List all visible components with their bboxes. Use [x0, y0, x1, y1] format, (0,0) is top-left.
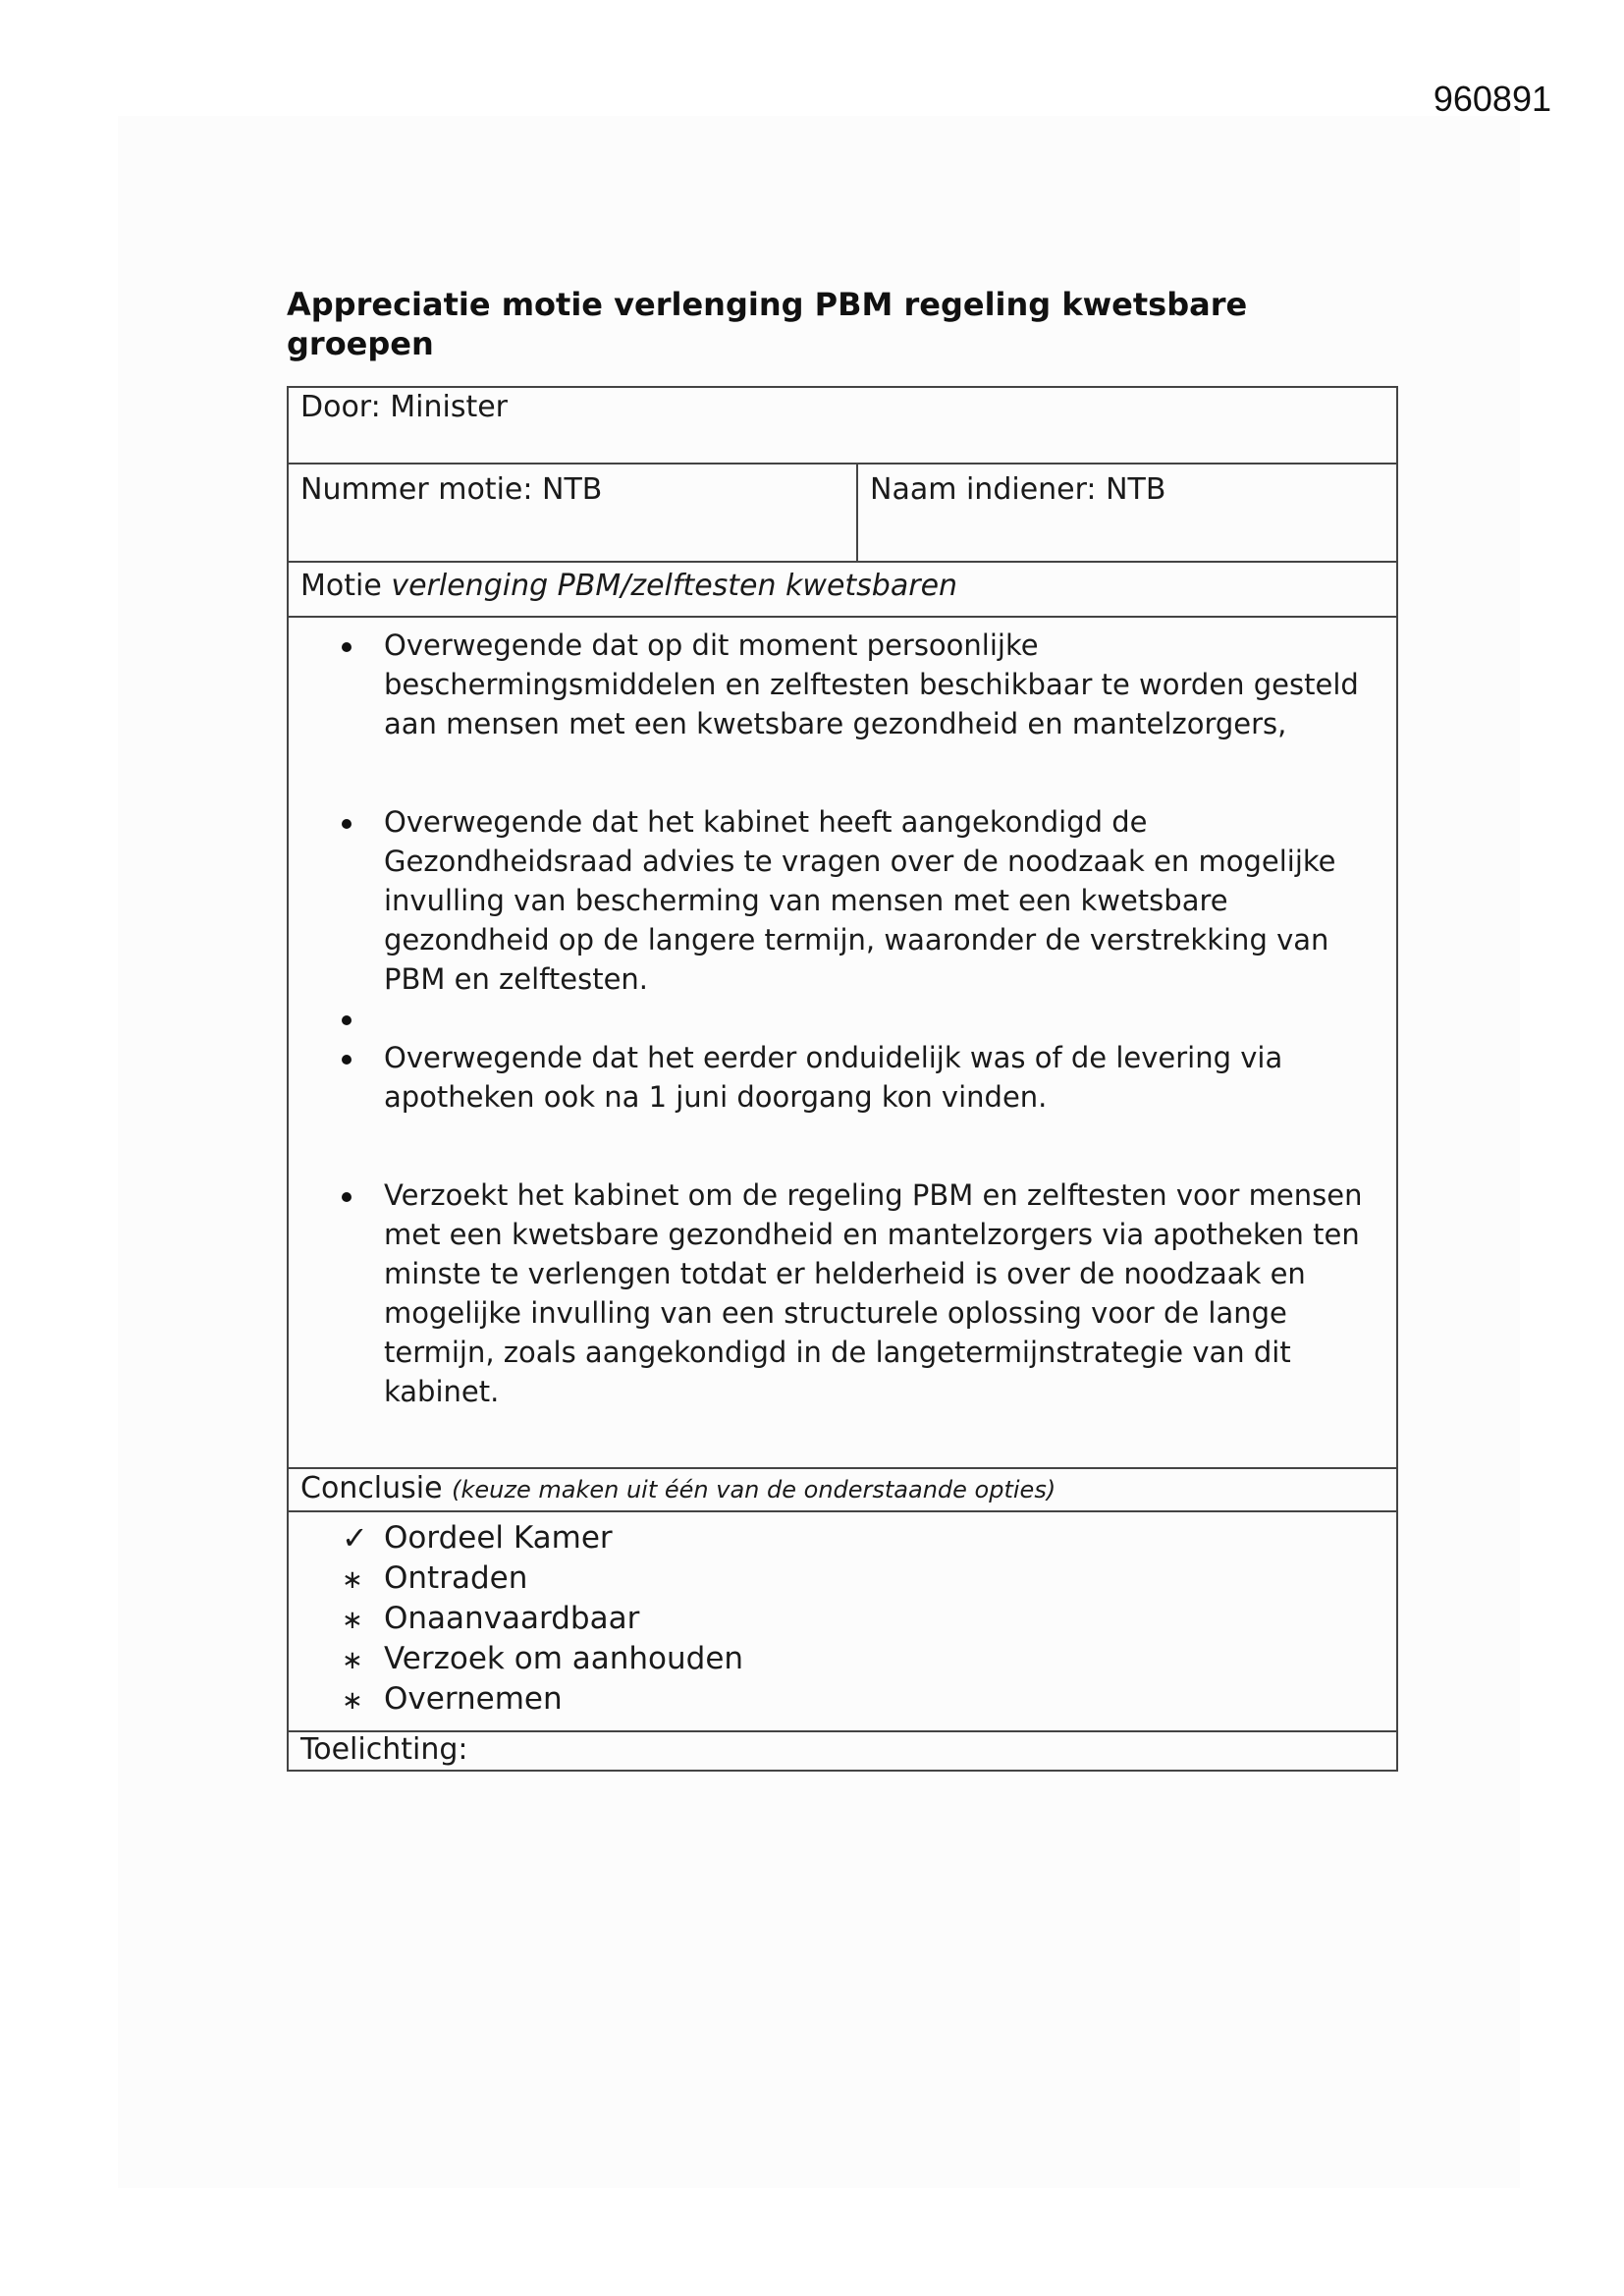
- bullet-icon: [342, 1192, 352, 1202]
- option-ontraden[interactable]: [289, 1558, 1396, 1599]
- conclusion-hint: (keuze maken uit één van de onderstaande opties): [452, 1476, 1056, 1503]
- asterisk-icon: ∗: [342, 1606, 363, 1635]
- list-item: [289, 1038, 1396, 1117]
- option-overnemen[interactable]: [289, 1679, 1396, 1720]
- document-title: Appreciatie motie verlenging PBM regeling kwetsbare groepen: [287, 286, 1248, 362]
- list-item-text: Overwegende dat het eerder onduidelijk was of de levering via apotheken ook na 1 juni doorgang kon vinden.: [384, 1041, 1283, 1114]
- option-label: Ontraden: [384, 1560, 528, 1596]
- option-oordeel-kamer[interactable]: [289, 1518, 1396, 1558]
- explanation-row: [289, 1732, 1396, 1770]
- motion-number-cell: [289, 465, 858, 561]
- list-item: [289, 802, 1396, 999]
- option-label: Oordeel Kamer: [384, 1520, 613, 1556]
- checkmark-icon: ✓: [342, 1519, 368, 1557]
- motion-title: [289, 563, 1396, 604]
- submitter-cell: [858, 465, 1396, 561]
- option-label: Overnemen: [384, 1681, 563, 1717]
- option-onaanvaardbaar[interactable]: [289, 1599, 1396, 1639]
- motion-title-prefix: Motie: [300, 569, 392, 603]
- list-item-empty: [289, 999, 1396, 1038]
- list-item-text: Overwegende dat het kabinet heeft aangekondigd de Gezondheidsraad advies te vragen over de noodzaak en mogelijke invulling van bescherming van mensen met een kwetsbare gezondheid op de langere termijn, waaronder de verstrekking van PBM en zelftesten.: [384, 805, 1336, 996]
- asterisk-icon: ∗: [342, 1646, 363, 1675]
- motion-title-row: [289, 563, 1396, 618]
- conclusion-header: [289, 1469, 1396, 1507]
- motion-considerations-list: [289, 626, 1396, 1411]
- list-item-text: Overwegende dat op dit moment persoonlijke beschermingsmiddelen en zelftesten beschikbaar te worden gesteld aan mensen met een kwetsbare gezondheid en mantelzorgers,: [384, 629, 1359, 740]
- list-item-text: Verzoekt het kabinet om de regeling PBM en zelftesten voor mensen met een kwetsbare gezondheid en mantelzorgers via apotheken ten minste te verlengen totdat er helderheid is over de noodzaak en mogelijke invulling van een structurele oplossing voor de lange termijn, zoals aangekondigd in de langetermijnstrategie van dit kabinet.: [384, 1178, 1363, 1408]
- list-item: [289, 1175, 1396, 1411]
- option-verzoek-om-aanhouden[interactable]: [289, 1639, 1396, 1679]
- option-label: Onaanvaardbaar: [384, 1601, 640, 1636]
- motion-number-field: Nummer motie: NTB: [300, 472, 603, 507]
- bullet-icon: [342, 1055, 352, 1065]
- conclusion-header-row: [289, 1469, 1396, 1512]
- motion-body-row: [289, 618, 1396, 1469]
- bullet-icon: [342, 642, 352, 652]
- asterisk-icon: ∗: [342, 1686, 363, 1716]
- option-label: Verzoek om aanhouden: [384, 1641, 744, 1676]
- motion-form-table: [287, 386, 1398, 1772]
- document-number: 960891: [1433, 79, 1551, 119]
- list-item: [289, 626, 1396, 743]
- door-row: [289, 388, 1396, 465]
- motion-meta-row: [289, 465, 1396, 563]
- conclusion-options-row: [289, 1512, 1396, 1732]
- bullet-icon: [342, 819, 352, 829]
- door-field: Door: Minister: [300, 390, 509, 424]
- bullet-icon: [342, 1015, 352, 1025]
- conclusion-label: Conclusie: [300, 1471, 443, 1505]
- asterisk-icon: ∗: [342, 1565, 363, 1595]
- motion-title-subject: verlenging PBM/zelftesten kwetsbaren: [391, 569, 958, 603]
- explanation-label: Toelichting:: [300, 1732, 468, 1767]
- submitter-name-field: Naam indiener: NTB: [870, 472, 1166, 507]
